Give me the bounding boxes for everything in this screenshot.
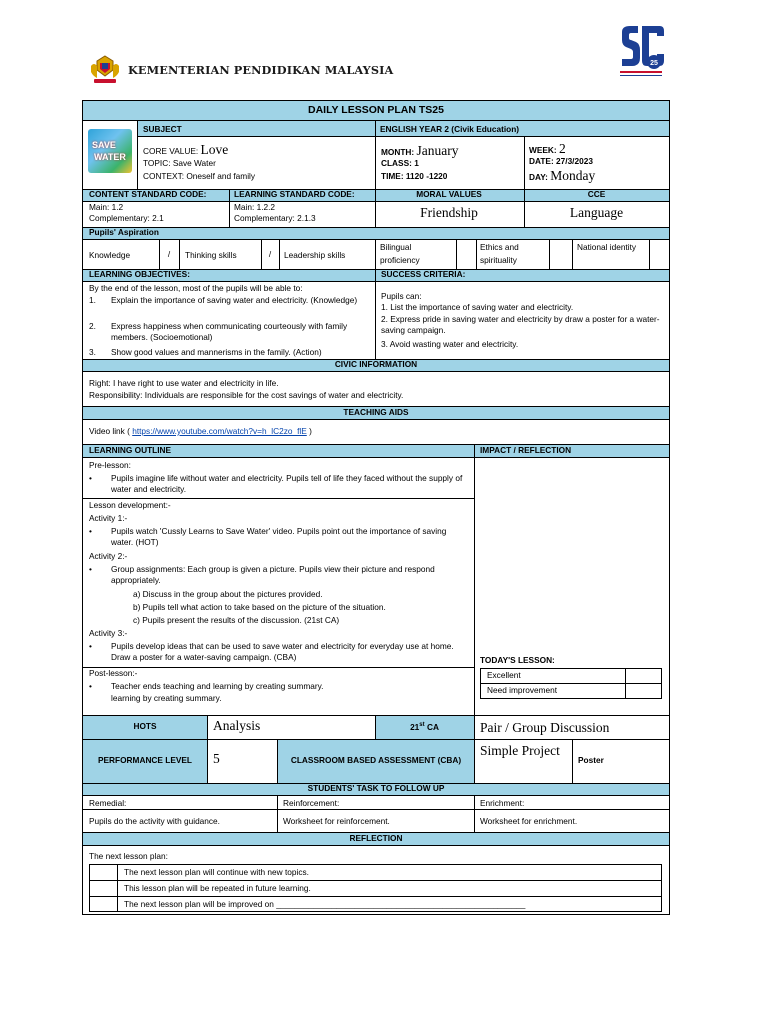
- aspiration-leadership: Leadership skills: [284, 250, 346, 260]
- follow-up-label: STUDENTS' TASK TO FOLLOW UP: [307, 783, 445, 793]
- learning-outline-label: LEARNING OUTLINE: [89, 445, 172, 455]
- aspiration-ethics: Ethics and spirituality: [480, 242, 519, 265]
- cce-label: CCE: [587, 189, 606, 199]
- todays-lesson-label: TODAY'S LESSON:: [480, 655, 555, 665]
- post-lesson-item: Teacher ends teaching and learning by creating summary.: [111, 681, 324, 691]
- performance-level-value: 5: [213, 751, 220, 766]
- video-link-suffix: ): [306, 426, 312, 436]
- excellent-option: Excellent: [487, 670, 521, 680]
- day-label: DAY:: [529, 172, 548, 182]
- bullet-icon: •: [89, 526, 92, 536]
- content-complementary: Complementary: 2.1: [89, 213, 164, 223]
- civic-label: CIVIC INFORMATION: [334, 359, 418, 369]
- civic-right: Right: I have right to use water and electricity in life.: [89, 378, 279, 388]
- ca-label: 21: [410, 721, 420, 732]
- teaching-aids-label: TEACHING AIDS: [343, 407, 409, 417]
- month: January: [416, 143, 459, 158]
- hots-value: Analysis: [213, 718, 261, 733]
- week-label: WEEK:: [529, 145, 557, 155]
- hots-label: HOTS: [133, 721, 157, 731]
- success-item: 2. Express pride in saving water and electricity by draw a poster for a water-saving campaign.: [381, 314, 660, 336]
- learning-standard-label: LEARNING STANDARD CODE:: [234, 189, 355, 199]
- activity-1-item: Pupils watch 'Cussly Learns to Save Water' video. Pupils point out the importance of saving water. (HOT): [111, 526, 447, 548]
- lesson-thumbnail: SAVE WATER: [88, 129, 132, 173]
- post-lesson-item-continued: learning by creating summary.: [111, 693, 222, 703]
- reflection-label: REFLECTION: [349, 833, 403, 843]
- bullet-icon: •: [89, 564, 92, 574]
- aspiration-knowledge: Knowledge: [89, 250, 131, 260]
- activity-2-sub: a) Discuss in the group about the pictures provided.: [133, 589, 323, 599]
- objective-item: Show good values and mannerisms in the family. (Action): [111, 347, 322, 357]
- learning-complementary: Complementary: 2.1.3: [234, 213, 316, 223]
- reflection-checkbox[interactable]: [90, 881, 117, 896]
- subject-label: SUBJECT: [143, 124, 182, 134]
- svg-text:25: 25: [650, 60, 658, 67]
- moral-values-label: MORAL VALUES: [416, 189, 482, 199]
- pre-lesson-item: Pupils imagine life without water and electricity. Pupils tell of life they faced without the supply of water and electricity.: [111, 473, 463, 495]
- objective-num: 2.: [89, 321, 96, 331]
- remedial-label: Remedial:: [89, 798, 127, 808]
- month-label: MONTH:: [381, 147, 415, 157]
- performance-level-label: PERFORMANCE LEVEL: [97, 755, 193, 765]
- activity-3-item: Pupils develop ideas that can be used to save water and electricity for everyday use at home. Draw a poster for a water-saving campaign. (CBA): [111, 641, 454, 663]
- reflection-option: The next lesson plan will continue with new topics.: [124, 867, 309, 877]
- activity-2-item: Group assignments: Each group is given a picture. Pupils view their picture and respond appropriately.: [111, 564, 435, 586]
- cce-value: Language: [569, 205, 624, 220]
- reflection-checkbox[interactable]: [90, 865, 117, 880]
- activity-1-label: Activity 1:-: [89, 513, 128, 523]
- need-improvement-option: Need improvement: [487, 685, 558, 695]
- context: CONTEXT: Oneself and family: [143, 171, 256, 181]
- ministry-name: KEMENTERIAN PENDIDIKAN MALAYSIA: [128, 63, 394, 77]
- crest-icon: [88, 54, 122, 86]
- objectives-label: LEARNING OBJECTIVES:: [89, 269, 190, 279]
- next-lesson-label: The next lesson plan:: [89, 851, 168, 861]
- learning-main: Main: 1.2.2: [234, 202, 276, 212]
- pre-lesson-label: Pre-lesson:: [89, 460, 131, 470]
- week: 2: [558, 141, 566, 156]
- aspiration-label: Pupils' Aspiration: [89, 227, 159, 237]
- excellent-checkbox[interactable]: [626, 669, 661, 683]
- moral-value: Friendship: [420, 205, 478, 220]
- date: DATE: 27/3/2023: [529, 156, 593, 166]
- time: TIME: 1120 -1220: [381, 171, 448, 181]
- core-value-label: CORE VALUE:: [143, 146, 199, 156]
- objectives-intro: By the end of the lesson, most of the pupils will be able to:: [89, 283, 303, 293]
- ts25-logo-icon: [616, 24, 666, 80]
- reflection-checkbox[interactable]: [90, 897, 117, 912]
- success-item: 3. Avoid wasting water and electricity.: [381, 339, 519, 349]
- bullet-icon: •: [89, 641, 92, 651]
- civic-responsibility: Responsibility: Individuals are responsible for the cost savings of water and electricity.: [89, 390, 404, 400]
- video-link[interactable]: https://www.youtube.com/watch?v=h_lC2zo_flE: [132, 426, 307, 436]
- activity-2-sub: c) Pupils present the results of the discussion. (21st CA): [133, 615, 340, 625]
- objective-num: 1.: [89, 295, 96, 305]
- content-standard-label: CONTENT STANDARD CODE:: [89, 189, 207, 199]
- lesson-plan-sheet: [82, 100, 670, 915]
- page-title: DAILY LESSON PLAN TS25: [308, 104, 444, 116]
- success-intro: Pupils can:: [381, 291, 422, 301]
- aspiration-bilingual: Bilingual proficiency: [380, 242, 420, 265]
- success-label: SUCCESS CRITERIA:: [381, 269, 466, 279]
- ca-sup: st: [419, 722, 425, 728]
- enrichment-value: Worksheet for enrichment.: [480, 816, 578, 826]
- objective-item: Explain the importance of saving water and electricity. (Knowledge): [111, 295, 358, 305]
- activity-2-label: Activity 2:-: [89, 551, 128, 561]
- cba-value: Simple Project: [480, 743, 560, 758]
- bullet-icon: •: [89, 681, 92, 691]
- need-improvement-checkbox[interactable]: [626, 684, 661, 698]
- ministry-header: [88, 54, 394, 86]
- success-item: 1. List the importance of saving water and electricity.: [381, 302, 574, 312]
- class: CLASS: 1: [381, 158, 419, 168]
- activity-2-sub: b) Pupils tell what action to take based on the picture of the situation.: [133, 602, 386, 612]
- aspiration-national: National identity: [577, 242, 637, 252]
- enrichment-label: Enrichment:: [480, 798, 525, 808]
- content-main: Main: 1.2: [89, 202, 124, 212]
- lesson-development-label: Lesson development:-: [89, 500, 171, 510]
- reflection-option: This lesson plan will be repeated in future learning.: [124, 883, 311, 893]
- aspiration-thinking: Thinking skills: [185, 250, 237, 260]
- cba-extra: Poster: [578, 755, 604, 765]
- subject-value: ENGLISH YEAR 2 (Civik Education): [380, 124, 520, 134]
- reinforcement-label: Reinforcement:: [283, 798, 340, 808]
- impact-reflection-label: IMPACT / REFLECTION: [480, 445, 572, 455]
- day: Monday: [550, 168, 596, 183]
- cba-label: CLASSROOM BASED ASSESSMENT (CBA): [290, 755, 462, 765]
- post-lesson-label: Post-lesson:-: [89, 668, 138, 678]
- topic: TOPIC: Save Water: [143, 158, 216, 168]
- ca-value: Pair / Group Discussion: [480, 720, 610, 735]
- video-link-prefix: Video link (: [89, 426, 133, 436]
- thinking-mark: /: [268, 249, 272, 259]
- core-value: Love: [200, 142, 229, 157]
- knowledge-mark: /: [167, 249, 171, 259]
- objective-item: Express happiness when communicating courteously with family members. (Socioemotional): [111, 321, 348, 343]
- ca-suffix: CA: [424, 721, 439, 732]
- remedial-value: Pupils do the activity with guidance.: [89, 816, 220, 826]
- activity-3-label: Activity 3:-: [89, 628, 128, 638]
- reinforcement-value: Worksheet for reinforcement.: [283, 816, 390, 826]
- reflection-option: The next lesson plan will be improved on ______________________________________________________: [124, 899, 526, 909]
- bullet-icon: •: [89, 473, 92, 483]
- objective-num: 3.: [89, 347, 96, 357]
